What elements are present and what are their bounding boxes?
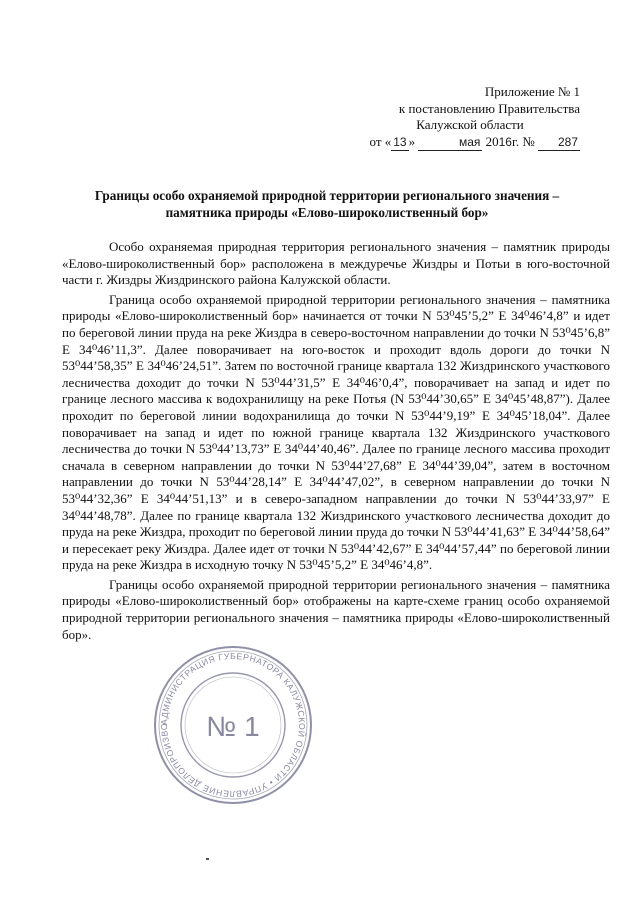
document-title: [62, 187, 592, 221]
seal-ring-text: АДМИНИСТРАЦИЯ ГУБЕРНАТОРА КАЛУЖСКОЙ ОБЛАСТИ • УПРАВЛЕНИЕ ДЕЛОПРОИЗВО: [158, 650, 308, 800]
appendix-region-line: Калужской области: [416, 117, 524, 132]
year-tail: г. №: [511, 133, 535, 149]
seal-icon: [148, 640, 318, 810]
year-prefix: 20: [485, 133, 499, 149]
date-mid: »: [408, 133, 416, 149]
resolution-number: 287: [538, 134, 580, 152]
document-body: [62, 239, 610, 646]
paragraph-location: Особо охраняемая природная территория регионального значения – памятник природы «Елово-широколиственный бор» расположена в междуречье Жиздры и Потьи в юго-восточной части г. Жиздры Жиздринского района Калужской области.: [62, 239, 610, 288]
appendix-title: Приложение № 1: [484, 84, 580, 99]
date-prefix: от «: [369, 133, 392, 149]
appendix-resolution-line: к постановлению Правительства: [398, 100, 580, 116]
seal-center-text: № 1: [206, 711, 260, 742]
date-month: мая: [418, 134, 482, 152]
date-day: 13: [391, 134, 408, 152]
scan-speck: [206, 858, 209, 860]
year-suffix: 16: [498, 134, 512, 149]
title-line-2: памятника природы «Елово-широколиственный бор»: [165, 205, 489, 220]
paragraph-map: Границы особо охраняемой природной территории регионального значения – памятника природы «Елово-широколиственный бор» отображены на карте-схеме границ особо охраняемой природной территории регионального значения – памятника природы «Елово-широколиственный бор».: [62, 576, 610, 642]
official-seal: [148, 640, 318, 810]
title-line-1: Границы особо охраняемой природной территории регионального значения –: [94, 188, 560, 203]
paragraph-boundary: Граница особо охраняемой природной территории регионального значения – памятника природы «Елово-широколиственный бор» начинается от точки N 53⁰45’5,2” E 34⁰46’4,8” и идет по береговой линии пруда на реке Жиздра в северо-восточном направлении до точки N 53⁰45’6,8” E 34⁰46’11,3”. Далее поворачивает на юго-восток и проходит вдоль дороги до точки N 53⁰44’58,35” E 34⁰46’24,51”. Затем по восточной границе квартала 132 Жиздринского участкового лесничества доходит до точки N 53⁰44’31,5” E 34⁰46’0,4”, поворачивает на запад и идет по границе лесного массива к водохранилищу на реке Потья (N 53⁰44’30,65” E 34⁰45’48,87”). Далее проходит по береговой линии водохранилища до точки N 53⁰44’9,19” E 34⁰45’18,04”. Далее поворачивает на запад и идет по южной границе квартала 132 Жиздринского участкового лесничества до точки N 53⁰44’13,73” E 34⁰44’40,46”. Далее по границе лесного массива проходит сначала в северном направлении до точки N 53⁰44’27,68” E 34⁰44’39,04”, затем в восточном направлении до точки N 53⁰44’28,14” E 34⁰44’47,02”, в северном направлении до точки N 53⁰44’32,36” E 34⁰44’51,13” и в северо-западном направлении до точки N 53⁰44’33,97” E 34⁰44’48,78”. Далее по границе квартала 132 Жиздринского участкового лесничества доходит до пруда на реке Жиздра, проходит по береговой линии пруда до точки N 53⁰44’41,63” E 34⁰44’58,64” и пересекает реку Жиздра. Далее идет от точки N 53⁰44’42,67” E 34⁰44’57,44” по береговой линии пруда на реке Жиздра в исходную точку N 53⁰45’5,2” E 34⁰46’4,8”.: [62, 291, 610, 573]
appendix-header: [340, 84, 580, 151]
appendix-date-line: [340, 134, 580, 152]
